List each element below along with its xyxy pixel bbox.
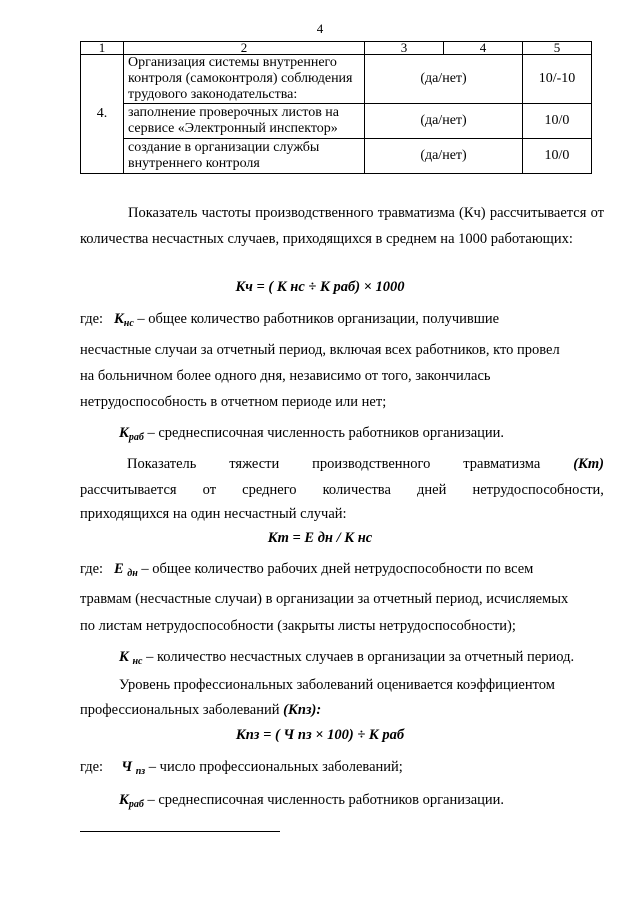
kpz-krab-definition: $К_{раб}$ – среднесписочная численность работников организации. <box>119 792 505 810</box>
header-cell-5: 5 <box>523 42 592 55</box>
criterion-answer: (да/нет) <box>365 139 523 174</box>
kt-intro-line3: приходящихся на один несчастный случай: <box>80 506 347 522</box>
table-row <box>81 55 592 104</box>
k-rab-symbol: $К_{раб}$ <box>119 792 144 810</box>
where-label: где: <box>80 311 104 327</box>
ch-pz-symbol: Ч $_{пз}$ <box>121 759 146 777</box>
k-rab-symbol: $К_{раб}$ <box>119 425 144 443</box>
criterion-score: 10/-10 <box>523 55 592 104</box>
criterion-score: 10/0 <box>523 139 592 174</box>
criterion-score: 10/0 <box>523 104 592 139</box>
kt-edn-def-line2: травмам (несчастные случаи) в организации за отчетный период, исчисляемых <box>80 591 569 607</box>
kt-intro-line1: Показатель тяжести производственного травматизма (Кт) <box>127 456 604 472</box>
kpz-chpz-definition: где: Ч $_{пз}$ – число профессиональных заболеваний; <box>80 759 403 777</box>
kpz-intro-line1: Уровень профессиональных заболеваний оценивается коэффициентом <box>119 677 555 693</box>
footnote-separator <box>80 831 280 832</box>
page-number: 4 <box>316 21 324 36</box>
kt-kns-definition: К $_{нс}$ – количество несчастных случаев в организации за отчетный период. <box>119 649 575 667</box>
table-row <box>81 104 592 139</box>
kt-intro-line2: рассчитывается от среднего количества дней нетрудоспособности, <box>80 482 604 498</box>
header-cell-2: 2 <box>124 42 365 55</box>
kt-edn-def-line3: по листам нетрудоспособности (закрыты листы нетрудоспособности); <box>80 618 516 634</box>
table-row <box>81 139 592 174</box>
kch-formula: Кч = ( К нс ÷ К раб) × 1000 <box>235 279 405 295</box>
k-ns-symbol: К $_{нс}$ <box>119 649 143 667</box>
kch-kns-def-line2: несчастные случаи за отчетный период, включая всех работников, кто провел <box>80 342 560 358</box>
kch-kns-def-line3: на больничном более одного дня, независимо от того, закончилась <box>80 368 491 384</box>
table-header-row <box>81 42 592 55</box>
kpz-intro-line2: профессиональных заболеваний (Кпз): <box>80 702 322 718</box>
k-ns-symbol: $К_{нс}$ <box>113 311 134 329</box>
kt-formula: Кт = Е дн / К нс <box>267 530 373 546</box>
e-dn-symbol: Е $_{дн}$ <box>113 561 138 579</box>
header-cell-3: 3 <box>365 42 444 55</box>
header-cell-1: 1 <box>81 42 124 55</box>
criterion-text: создание в организации службы внутреннего контроля <box>124 139 365 174</box>
header-cell-4: 4 <box>444 42 523 55</box>
criterion-text: Организация системы внутреннего контроля (самоконтроля) соблюдения трудового законодательства: <box>124 55 365 104</box>
criteria-table <box>80 41 592 174</box>
criterion-text: заполнение проверочных листов на сервисе «Электронный инспектор» <box>124 104 365 139</box>
row-number: 4. <box>81 55 124 174</box>
kch-kns-definition: где: $К_{нс}$ – общее количество работников организации, получившие <box>80 311 500 329</box>
kch-krab-definition: $К_{раб}$ – среднесписочная численность работников организации. <box>119 425 505 443</box>
kt-edn-definition: где: Е $_{дн}$ – общее количество рабочих дней нетрудоспособности по всем <box>80 561 534 579</box>
criterion-answer: (да/нет) <box>365 104 523 139</box>
criterion-answer: (да/нет) <box>365 55 523 104</box>
kch-intro: Показатель частоты производственного травматизма (Кч) рассчитывается от количества несчастных случаев, приходящихся в среднем на 1000 работающих: <box>80 205 604 247</box>
kch-kns-def-line4: нетрудоспособность в отчетном периоде или нет; <box>80 394 387 410</box>
kpz-formula: Кпз = ( Ч пз × 100) ÷ К раб <box>235 727 405 743</box>
